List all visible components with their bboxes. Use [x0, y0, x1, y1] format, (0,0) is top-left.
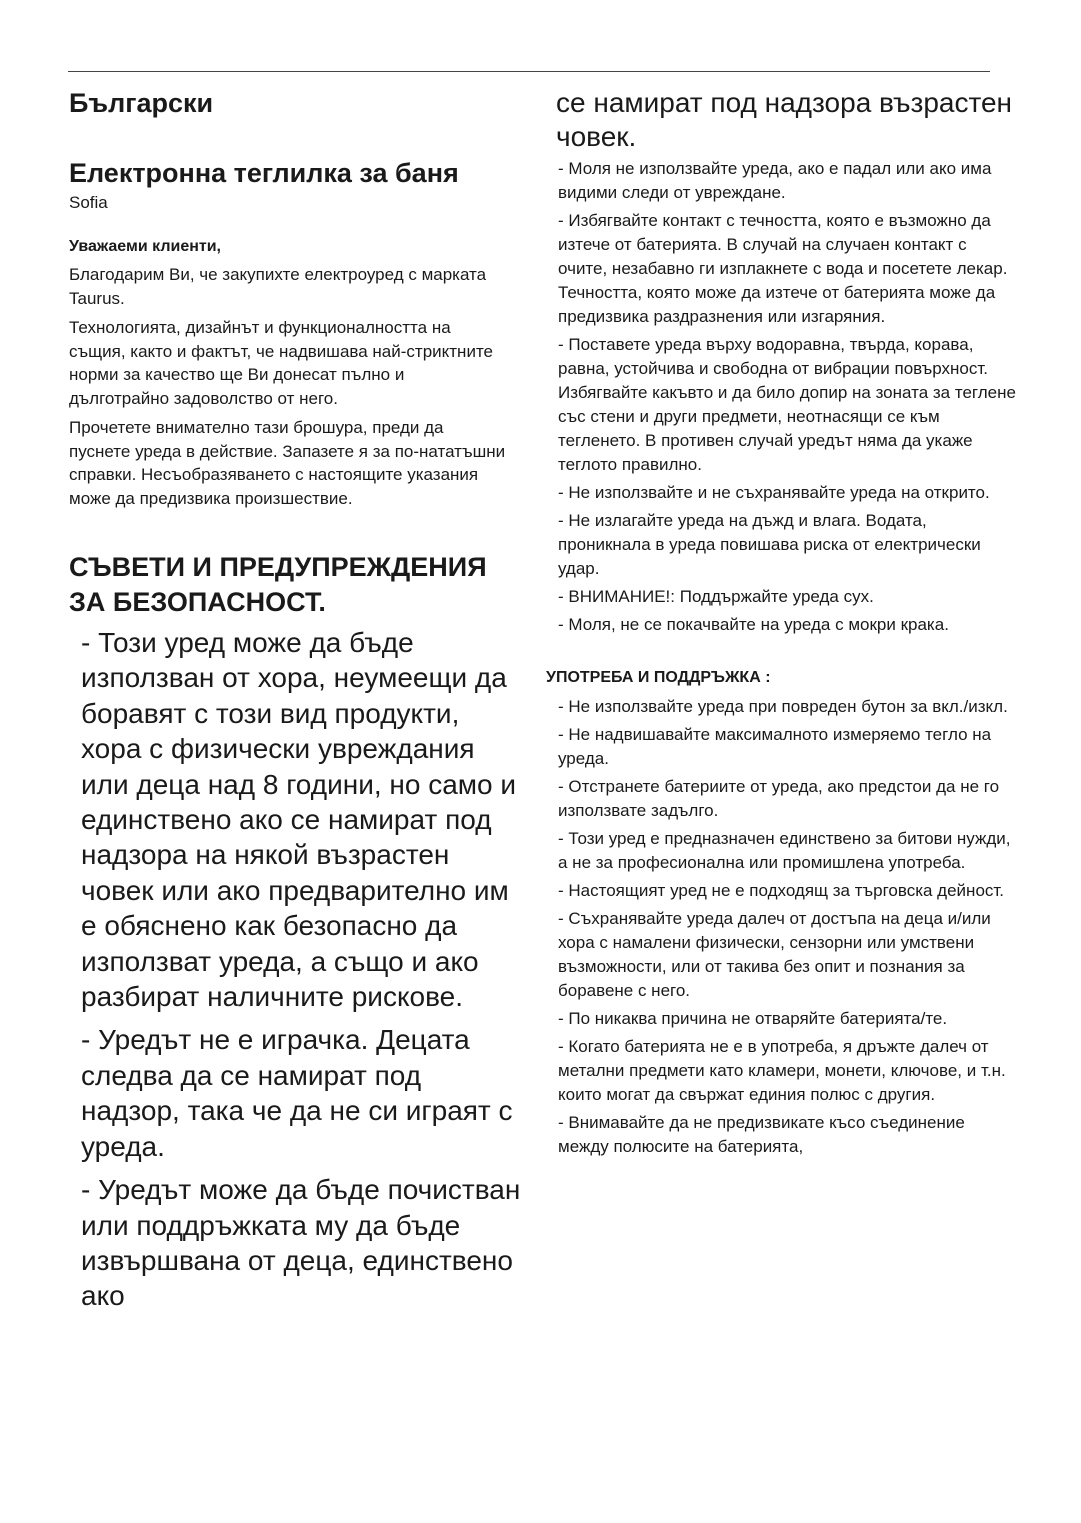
list-item: - ВНИМАНИЕ!: Поддържайте уреда сух. — [558, 587, 874, 606]
header-rule — [68, 71, 990, 72]
left-column — [69, 86, 524, 1322]
list-item-continuation: се намират под надзора възрастен човек. — [556, 87, 1013, 152]
list-item: - Не надвишавайте максималното измеряемо тегло на уреда. — [558, 725, 992, 768]
list-item: - Отстранете батериите от уреда, ако предстои да не го използвате задълго. — [558, 777, 1000, 820]
language-heading: Български — [69, 88, 214, 118]
list-item: - Не използвайте уреда при повреден бутон за вкл./изкл. — [558, 697, 1008, 716]
right-column — [546, 86, 1016, 1163]
safety-small-list — [556, 157, 1016, 637]
list-item: - Поставете уреда върху водоравна, твърда, корава, равна, устойчива и свободна от вибрации повърхност. Избягвайте какъвто и да било допир на зоната за теглене със стени и други предмети, неотнасящи се към тегленето. В противен случай уредът няма да укаже теглото правилно. — [558, 335, 1016, 474]
usage-list — [556, 695, 1016, 1159]
safety-heading: СЪВЕТИ И ПРЕДУПРЕЖДЕНИЯ ЗА БЕЗОПАСНОСТ. — [69, 552, 487, 617]
product-title: Електронна теглилка за баня — [69, 158, 459, 188]
list-item: - Уредът не е играчка. Децата следва да се намират под надзор, така че да не си играят с уреда. — [81, 1024, 513, 1162]
intro-paragraph: Благодарим Ви, че закупихте електроуред с марката Taurus. — [69, 265, 487, 308]
list-item: - Внимавайте да не предизвикате късо съединение между полюсите на батерията, — [558, 1113, 965, 1156]
list-item: - Моля не използвайте уреда, ако е падал или ако има видими следи от увреждане. — [558, 159, 992, 202]
intro-paragraph: Технологията, дизайнът и функционалността на същия, както и фактът, че надвишава най-стриктните норми за качество ще Ви донесат пълно и дълготрайно задоволство от него. — [69, 318, 493, 408]
list-item: - Не използвайте и не съхранявайте уреда на открито. — [558, 483, 990, 502]
intro-paragraph: Прочетете внимателно тази брошура, преди да пуснете уреда в действие. Запазете я за по-нататъшни справки. Несъобразяването с настоящите указания може да предизвика произшествие. — [69, 418, 506, 508]
safety-large-list — [69, 625, 524, 1314]
list-item: - Този уред е предназначен единствено за битови нужди, а не за професионална или промишлена употреба. — [558, 829, 1011, 872]
usage-heading: УПОТРЕБА И ПОДДРЪЖКА : — [546, 669, 771, 686]
model-name: Sofia — [69, 193, 108, 212]
list-item: - По никаква причина не отваряйте батерията/те. — [558, 1009, 948, 1028]
list-item: - Съхранявайте уреда далеч от достъпа на деца и/или хора с намалени физически, сензорни или умствени възможности, или от такива без опит и познания за боравене с него. — [558, 909, 991, 1000]
intro-text — [69, 263, 524, 510]
list-item: - Избягвайте контакт с течността, която е възможно да изтече от батерията. В случай на случаен контакт с очите, незабавно ги изплакнете с вода и посетете лекар. Течността, която може да изтече от батерията може да предизвика раздразнения или изгаряния. — [558, 211, 1008, 326]
list-item: - Не излагайте уреда на дъжд и влага. Водата, проникнала в уреда повишава риска от електрически удар. — [558, 511, 981, 578]
list-item: - Моля, не се покачвайте на уреда с мокри крака. — [558, 615, 949, 634]
list-item: - Когато батерията не е в употреба, я дръжте далеч от метални предмети като кламери, монети, ключове, и т.н. които могат да свържат единия полюс с другия. — [558, 1037, 1006, 1104]
list-item: - Уредът може да бъде почистван или поддръжката му да бъде извършвана от деца, единствено ако — [81, 1174, 521, 1312]
greeting: Уважаеми клиенти, — [69, 238, 221, 255]
list-item: - Този уред може да бъде използван от хора, неумеещи да боравят с този вид продукти, хора с физически увреждания или деца над 8 години, но само и единствено ако се намират под надзора на някой възрастен човек или ако предварително им е обяснено как безопасно да използват уреда, а също и ако разбират наличните рискове. — [81, 627, 517, 1013]
list-item: - Настоящият уред не е подходящ за търговска дейност. — [558, 881, 1005, 900]
